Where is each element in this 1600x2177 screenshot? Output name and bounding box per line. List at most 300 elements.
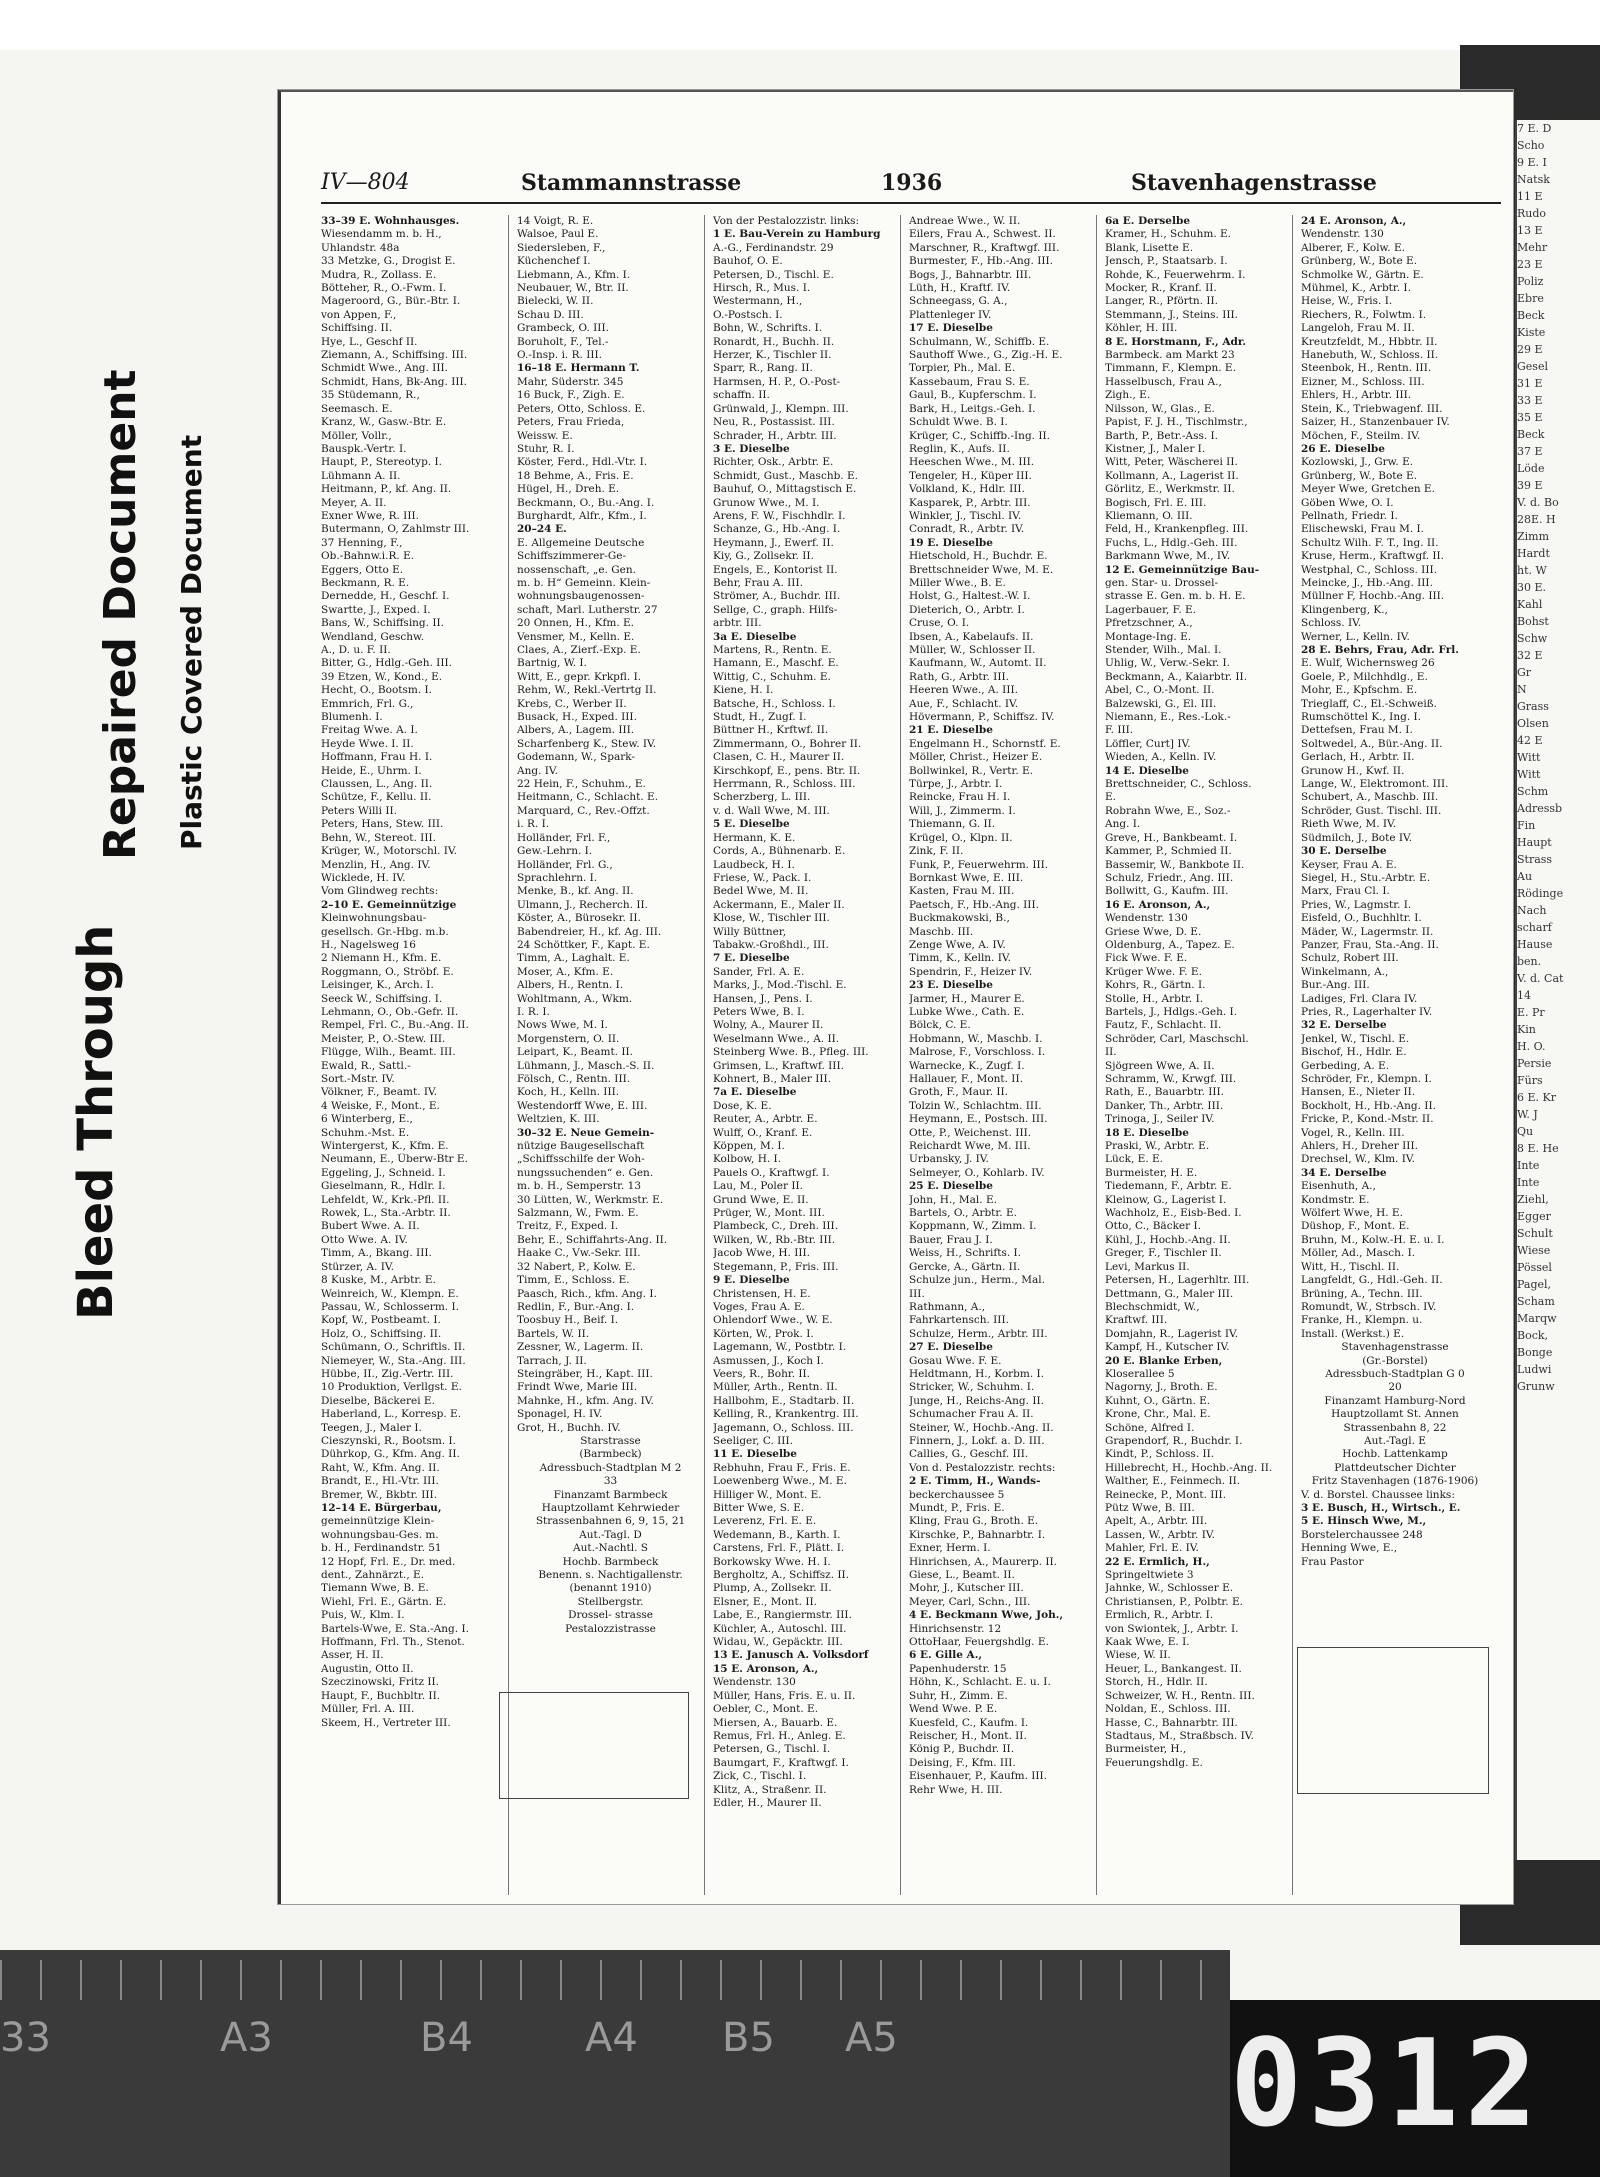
directory-entry: Kasparek, P., Arbtr. III. (909, 496, 1031, 509)
edge-entry: Marqw (1517, 1312, 1557, 1325)
directory-entry: Schanze, G., Hb.-Ang. I. (713, 523, 841, 536)
directory-entry: Warnecke, K., Zugf. I. (909, 1059, 1025, 1072)
directory-entry: Wedemann, B., Karth. I. (713, 1528, 841, 1541)
edge-entry: Kahl (1517, 598, 1543, 611)
directory-page (278, 90, 1513, 1904)
directory-entry: 4 E. Beckmann Wwe, Joh., (909, 1609, 1064, 1622)
directory-entry: Ob.-Bahnw.i.R. E. (321, 550, 415, 563)
directory-entry: Timm, A., Bkang. III. (321, 1247, 432, 1260)
directory-entry: Adressbuch-Stadtplan G 0 (1325, 1367, 1465, 1380)
directory-entry: Hobmann, W., Maschb. I. (909, 1032, 1043, 1045)
directory-entry: Edler, H., Maurer II. (713, 1796, 822, 1809)
directory-entry: Schulmann, W., Schiffb. E. (909, 335, 1050, 348)
directory-entry: Hallauer, F., Mont. II. (909, 1073, 1023, 1085)
directory-entry: Friese, W., Pack. I. (713, 871, 812, 884)
directory-entry: Leipart, K., Beamt. II. (517, 1046, 633, 1059)
directory-entry: Pellnath, Friedr. I. (1301, 509, 1398, 522)
edge-entry: Schult (1517, 1227, 1553, 1240)
directory-entry: Stegemann, P., Fris. III. (713, 1260, 839, 1273)
directory-entry: Stadtaus, M., Straßbsch. IV. (1105, 1729, 1254, 1742)
directory-entry: Elsner, E., Mont. II. (713, 1595, 817, 1608)
directory-entry: Strömer, A., Buchdr. III. (713, 590, 841, 603)
directory-entry: Wittig, C., Schuhm. E. (713, 670, 831, 683)
directory-entry: Heeschen Wwe., M. III. (909, 456, 1035, 469)
directory-entry: Görlitz, E., Werkmstr. II. (1105, 483, 1235, 496)
directory-entry: Timm, E., Schloss. E. (517, 1274, 630, 1287)
directory-entry: 24 E. Aronson, A., (1301, 215, 1407, 227)
directory-entry: Westendorff Wwe, E. III. (517, 1099, 648, 1112)
edge-entry: W. J (1517, 1108, 1538, 1121)
directory-entry: Schmidt, Hans, Bk-Ang. III. (321, 375, 467, 388)
directory-entry: 5 E. Dieselbe (713, 818, 790, 831)
repaired-document-label: Repaired Document (95, 369, 146, 860)
directory-entry: Praski, W., Arbtr. E. (1105, 1140, 1210, 1153)
directory-entry: Greger, F., Tischler II. (1105, 1247, 1222, 1260)
directory-entry: Nilsson, W., Glas., E. (1105, 402, 1215, 415)
directory-entry: OttoHaar, Feuergshdlg. E. (909, 1636, 1049, 1649)
directory-entry: Gew.-Lehrn. I. (517, 845, 593, 858)
directory-entry: Goele, P., Milchhdlg., E. (1301, 670, 1428, 683)
directory-entry: Hillebrecht, H., Hochb.-Ang. II. (1105, 1461, 1273, 1474)
directory-entry: Hasse, C., Bahnarbtr. III. (1105, 1716, 1238, 1729)
directory-entry: Mocker, R., Kranf. II. (1105, 282, 1217, 295)
directory-entry: Hilliger W., Mont. E. (713, 1488, 822, 1501)
directory-entry: Thiemann, G. II. (909, 818, 996, 831)
directory-entry: Möller, Christ., Heizer E. (909, 751, 1043, 764)
directory-entry: Kuesfeld, C., Kaufm. I. (909, 1716, 1029, 1729)
directory-entry: Blumenh. I. (321, 711, 383, 724)
directory-entry: Weselmann Wwe., A. II. (713, 1032, 840, 1045)
column-1 (319, 215, 509, 1895)
directory-entry: Toosbuy H., Beif. I. (517, 1314, 619, 1327)
edge-entry: Haupt (1517, 836, 1552, 849)
directory-entry: Albers, A., Lagem. III. (517, 724, 635, 737)
directory-entry: Borstelerchaussee 248 (1301, 1528, 1423, 1541)
directory-entry: Swartte, J., Exped. I. (321, 603, 431, 616)
directory-entry: Exner Wwe, R. III. (321, 509, 419, 522)
ruler-label: B4 (420, 2015, 473, 2061)
header-left-street: Stammannstrasse (521, 170, 742, 196)
directory-entry: 14 E. Dieselbe (1105, 764, 1189, 777)
directory-entry: 3a E. Dieselbe (713, 630, 797, 643)
directory-entry: Paasch, Rich., kfm. Ang. I. (517, 1287, 657, 1300)
directory-entry: Ehlers, H., Arbtr. III. (1301, 389, 1412, 402)
directory-entry: Wieden, A., Kelln. IV. (1105, 751, 1217, 764)
directory-entry: 10 Produktion, Verllgst. E. (321, 1381, 462, 1394)
directory-entry: Install. (Werkst.) E. (1301, 1327, 1405, 1340)
directory-entry: Ewald, R., Sattl.- (321, 1059, 411, 1072)
directory-entry: Eilers, Frau A., Schwest. II. (909, 228, 1056, 241)
directory-entry: Ronardt, H., Buchh. II. (713, 335, 835, 348)
directory-entry: Bölck, C. E. (909, 1019, 971, 1032)
directory-entry: Schulz, Friedr., Ang. III. (1105, 871, 1234, 884)
directory-entry: Heise, W., Fris. I. (1301, 295, 1393, 308)
edge-entry: Egger (1517, 1210, 1551, 1223)
directory-entry: Neumann, E., Überw-Btr E. (321, 1153, 468, 1166)
directory-entry: Westphal, C., Schloss. III. (1301, 563, 1437, 576)
directory-entry: Grünberg, W., Bote E. (1301, 255, 1418, 268)
directory-entry: Timmann, F., Klempn. E. (1105, 362, 1236, 375)
directory-entry: Rempel, Frl. C., Bu.-Ang. II. (321, 1019, 469, 1032)
directory-entry: Plattdeutscher Dichter (1334, 1461, 1456, 1474)
directory-entry: Starstrasse (580, 1434, 641, 1447)
directory-entry: Redlin, F., Bur.-Ang. I. (517, 1300, 635, 1313)
directory-entry: Schümann, O., Schriftls. II. (321, 1341, 466, 1354)
directory-entry: Rath, G., Arbtr. III. (909, 670, 1009, 683)
directory-entry: 6a E. Derselbe (1105, 215, 1190, 227)
directory-entry: Bischof, H., Hdlr. E. (1301, 1046, 1407, 1059)
directory-entry: Grambeck, O. III. (517, 322, 609, 335)
directory-entry: m. b. H., Semperstr. 13 (517, 1180, 642, 1193)
directory-entry: Pauels O., Kraftwgf. I. (713, 1166, 830, 1179)
directory-entry: Düshop, F., Mont. E. (1301, 1220, 1410, 1233)
directory-entry: Gerlach, H., Arbtr. II. (1301, 751, 1415, 764)
edge-entry: Pagel, (1517, 1278, 1552, 1291)
directory-entry: Godemann, W., Spark- (517, 751, 635, 764)
directory-entry: Köhler, H. III. (1105, 322, 1178, 335)
directory-entry: Veers, R., Bohr. II. (713, 1367, 811, 1380)
edge-entry: E. Pr (1517, 1006, 1545, 1019)
directory-entry: (benannt 1910) (569, 1582, 652, 1595)
directory-entry: Stürzer, A. IV. (321, 1260, 394, 1273)
directory-entry: Junge, H., Reichs-Ang. II. (909, 1394, 1044, 1407)
directory-entry: Schultz Wilh. F. T., Ing. II. (1301, 536, 1439, 549)
directory-entry: Teegen, J., Maler I. (321, 1421, 422, 1434)
edge-entry: 37 E (1517, 445, 1543, 458)
directory-entry: Ermlich, R., Arbtr. I. (1105, 1609, 1214, 1622)
edge-entry: Rödinge (1517, 887, 1564, 900)
directory-entry: von Appen, F., (321, 308, 397, 321)
directory-entry: Weiss, H., Schrifts. I. (909, 1247, 1021, 1260)
directory-entry: Deising, F., Kfm. III. (909, 1756, 1016, 1769)
edge-entry: H. O. (1517, 1040, 1546, 1053)
directory-entry: Domjahn, R., Lagerist IV. (1105, 1327, 1239, 1340)
directory-entry: 24 Schöttker, F., Kapt. E. (517, 938, 650, 951)
directory-entry: Maschb. III. (909, 925, 974, 938)
directory-entry: Bauhof, O. E. (713, 255, 783, 268)
directory-entry: Meister, P., O.-Stew. III. (321, 1032, 446, 1045)
directory-entry: Feld, H., Krankenpfleg. III. (1105, 523, 1249, 536)
directory-entry: Kiene, H. I. (713, 684, 774, 697)
directory-entry: Werner, L., Kelln. IV. (1301, 630, 1410, 643)
directory-entry: Brandt, E., Hl.-Vtr. III. (321, 1475, 439, 1488)
directory-entry: Schloss. IV. (1301, 617, 1362, 630)
directory-entry: Widau, W., Gepäcktr. III. (713, 1636, 843, 1649)
directory-entry: Schrader, H., Arbtr. III. (713, 429, 837, 442)
directory-entry: Holländer, Frl. F., (517, 831, 611, 844)
directory-entry: Mahler, Frl. E. IV. (1105, 1542, 1199, 1555)
directory-entry: Petersen, H., Lagerhltr. III. (1105, 1274, 1250, 1287)
directory-entry: Schweizer, W. H., Rentn. III. (1105, 1689, 1255, 1702)
directory-entry: 3 E. Busch, H., Wirtsch., E. (1301, 1502, 1461, 1514)
directory-entry: Lagerbauer, F. E. (1105, 603, 1197, 616)
directory-entry: Haberland, L., Korresp. E. (321, 1408, 462, 1421)
directory-entry: Jagemann, O., Schloss. III. (713, 1421, 854, 1434)
directory-entry: Völkner, F., Beamt. IV. (321, 1086, 438, 1099)
directory-entry: Butermann, O, Zahlmstr III. (321, 523, 470, 536)
directory-entry: Pütz Wwe, B. III. (1105, 1502, 1195, 1514)
directory-entry: Hamann, E., Maschf. E. (713, 657, 839, 670)
directory-entry: b. H., Ferdinandstr. 51 (321, 1542, 442, 1555)
directory-entry: Bark, H., Leitgs.-Geh. I. (909, 402, 1036, 415)
directory-entry: Soltwedel, A., Bür.-Ang. II. (1301, 737, 1443, 750)
directory-entry: Bauer, Frau J. I. (909, 1233, 993, 1246)
edge-entry: Nach (1517, 904, 1547, 917)
directory-entry: Levi, Markus II. (1105, 1260, 1190, 1273)
edge-entry: Beck (1517, 309, 1545, 322)
directory-entry: Schau D. III. (517, 308, 584, 321)
directory-entry: Schuldt Wwe. B. I. (909, 416, 1008, 429)
directory-entry: 20 Onnen, H., Kfm. E. (517, 617, 635, 630)
directory-entry: Fölsch, C., Rentn. III. (517, 1073, 631, 1085)
directory-entry: 25 E. Dieselbe (909, 1180, 993, 1193)
directory-entry: Frau Pastor (1301, 1555, 1364, 1568)
directory-entry: beckerchaussee 5 (909, 1488, 1005, 1501)
directory-entry: Dettmann, G., Maler III. (1105, 1287, 1234, 1300)
edge-entry: Adressb (1517, 802, 1563, 815)
directory-entry: Haupt, P., Stereotyp. I. (321, 456, 442, 469)
directory-entry: 20 (1388, 1381, 1402, 1394)
directory-entry: Augustin, Otto II. (321, 1662, 414, 1675)
directory-entry: Brettschneider, C., Schloss. (1105, 778, 1252, 791)
directory-entry: Benenn. s. Nachtigallenstr. (538, 1569, 683, 1582)
directory-entry: Puis, W., Klm. I. (321, 1609, 405, 1622)
directory-entry: Herrmann, R., Schloss. III. (713, 778, 856, 791)
directory-entry: Jacob Wwe, H. III. (713, 1247, 811, 1260)
directory-entry: Küchenchef I. (517, 255, 591, 268)
directory-entry: 9 E. Dieselbe (713, 1274, 790, 1287)
directory-entry: Will, J., Zimmerm. I. (909, 804, 1016, 817)
directory-entry: Peters, Otto, Schloss. E. (517, 402, 646, 415)
directory-entry: Kohrs, R., Gärtn. I. (1105, 979, 1206, 992)
edge-entry: Grunw (1517, 1380, 1555, 1393)
column-3 (711, 215, 901, 1895)
directory-entry: Engels, E., Kontorist II. (713, 563, 838, 576)
directory-entry: Hauptzollamt St. Annen (1331, 1408, 1459, 1421)
directory-entry: Kliemann, O. III. (1105, 509, 1193, 522)
column-5 (1103, 215, 1293, 1895)
directory-entry: Lühmann A. II. (321, 469, 401, 482)
directory-entry: Sponagel, H. IV. (517, 1408, 603, 1421)
directory-entry: Rebhuhn, Frau F., Fris. E. (713, 1461, 851, 1474)
directory-entry: Höhn, K., Schlacht. E. u. I. (909, 1676, 1051, 1689)
directory-entry: Keyser, Frau A. E. (1301, 858, 1397, 871)
directory-entry: Schröder, Fr., Klempn. I. (1301, 1073, 1432, 1085)
edge-entry: Strass (1517, 853, 1553, 866)
directory-entry: 2–10 E. Gemeinnützige (321, 898, 457, 911)
directory-entry: Schramm, W., Krwgf. III. (1105, 1073, 1237, 1085)
directory-entry: Steingräber, H., Kapt. III. (517, 1367, 653, 1380)
directory-entry: 37 Henning, F., (321, 536, 403, 549)
directory-entry: Papenhuderstr. 15 (909, 1662, 1007, 1675)
directory-entry: Hauptzollamt Kehrwieder (541, 1502, 680, 1514)
directory-entry: Zink, F. II. (909, 845, 964, 858)
directory-entry: Aut.-Tagl. E (1364, 1434, 1426, 1447)
edge-entry: Au (1517, 870, 1533, 883)
directory-entry: 23 E. Dieselbe (909, 979, 993, 992)
directory-entry: Hanebuth, W., Schloss. II. (1301, 349, 1439, 362)
directory-entry: Weltzien, K. III. (517, 1113, 600, 1126)
directory-entry: Noldan, E., Schloss. III. (1105, 1703, 1231, 1716)
directory-entry: Heldtmann, H., Korbm. I. (909, 1367, 1044, 1380)
directory-entry: Lühmann, J., Masch.-S. II. (517, 1059, 655, 1072)
directory-entry: Kassebaum, Frau S. E. (909, 375, 1030, 388)
directory-entry: Hansen, J., Pens. I. (713, 992, 813, 1005)
directory-entry: Vensmer, M., Kelln. E. (517, 630, 635, 643)
directory-entry: Buckmakowski, B., (909, 912, 1010, 925)
directory-entry: Wiehl, Frl. E., Gärtn. E. (321, 1595, 447, 1608)
directory-entry: Küchler, A., Autoschl. III. (713, 1622, 847, 1635)
directory-entry: Mohr, E., Kpfschm. E. (1301, 684, 1418, 697)
directory-entry: Franke, H., Klempn. u. (1301, 1314, 1423, 1327)
edge-entry: Ludwi (1517, 1363, 1552, 1376)
directory-entry: Hirsch, R., Mus. I. (713, 282, 811, 295)
directory-entry: Engelmann H., Schornstf. E. (909, 737, 1061, 750)
directory-entry: Löffler, Curt] IV. (1105, 737, 1191, 750)
directory-entry: Dernedde, H., Geschf. I. (321, 590, 450, 603)
directory-entry: Vogel, R., Kelln. III. (1301, 1126, 1405, 1139)
directory-entry: Conradt, R., Arbtr. IV. (909, 523, 1025, 536)
directory-entry: Wulff, O., Kranf. E. (713, 1126, 813, 1139)
directory-entry: Bauhuf, O., Mittagstisch E. (713, 483, 857, 496)
directory-entry: Kruse, Herm., Kraftwgf. II. (1301, 550, 1445, 563)
directory-entry: Bötteher, R., O.-Fwm. I. (321, 282, 447, 295)
directory-entry: dent., Zahnärzt., E. (321, 1569, 425, 1582)
directory-entry: Tarrach, J. II. (517, 1354, 587, 1367)
directory-entry: Krone, Chr., Mal. E. (1105, 1408, 1211, 1421)
directory-entry: Heyde Wwe. I. II. (321, 737, 414, 750)
header-year: 1936 (881, 170, 943, 196)
directory-entry: Mühmel, K., Arbtr. I. (1301, 282, 1411, 295)
directory-entry: Miersen, A., Bauarb. E. (713, 1716, 838, 1729)
directory-entry: Carstens, Frl. F., Plätt. I. (713, 1542, 845, 1555)
directory-entry: O.-Insp. i. R. III. (517, 349, 602, 362)
directory-entry: Reinecke, P., Mont. III. (1105, 1488, 1227, 1501)
edge-entry: Bonge (1517, 1346, 1553, 1359)
directory-entry: arbtr. III. (713, 617, 762, 630)
directory-entry: Seeck W., Schiffsing. I. (321, 992, 443, 1005)
directory-entry: Pries, R., Lagerhalter IV. (1301, 1005, 1433, 1018)
edge-entry: 29 E (1517, 343, 1543, 356)
directory-entry: Walsoe, Paul E. (517, 228, 599, 241)
directory-entry: Claes, A., Zierf.-Exp. E. (517, 644, 641, 656)
directory-entry: Langer, R., Pförtn. II. (1105, 295, 1218, 308)
directory-entry: Steenbok, H., Rentn. III. (1301, 362, 1432, 375)
directory-entry: 1 E. Bau-Verein zu Hamburg (713, 228, 881, 241)
edge-entry: Bock, (1517, 1329, 1549, 1342)
directory-entry: 20 E. Blanke Erben, (1105, 1354, 1223, 1367)
directory-entry: Schubert, A., Maschb. III. (1301, 791, 1439, 804)
directory-entry: Kampf, H., Kutscher IV. (1105, 1341, 1230, 1354)
directory-entry: Heitmann, P., kf. Ang. II. (321, 483, 452, 496)
directory-entry: Schiffsing. II. (321, 322, 393, 335)
directory-entry: 5 E. Hinsch Wwe, M., (1301, 1515, 1427, 1528)
directory-entry: Witt, Peter, Wäscherei II. (1105, 456, 1238, 469)
directory-entry: Exner, Herm. I. (909, 1542, 991, 1555)
directory-entry: Zessner, W., Lagerm. II. (517, 1341, 644, 1354)
directory-entry: Emmrich, Frl. G., (321, 697, 414, 710)
directory-entry: 30–32 E. Neue Gemein- (517, 1126, 655, 1139)
directory-entry: Behn, W., Stereot. III. (321, 831, 436, 844)
directory-entry: Gaul, B., Kupferschm. I. (909, 389, 1037, 402)
directory-entry: Weissw. E. (517, 429, 573, 442)
directory-entry: Wendland, Geschw. (321, 630, 425, 643)
stavenhagenstrasse-street-map (1297, 1647, 1489, 1794)
edge-entry: Schm (1517, 785, 1549, 798)
directory-entry: Bornkast Wwe, E. III. (909, 871, 1024, 884)
directory-entry: Koppmann, W., Zimm. I. (909, 1220, 1037, 1233)
directory-entry: II. (1105, 1046, 1117, 1059)
directory-entry: Loewenberg Wwe., M. E. (713, 1475, 847, 1488)
directory-entry: Hye, L., Geschf II. (321, 335, 418, 348)
directory-entry: Schulz, Robert III. (1301, 952, 1399, 965)
directory-entry: Montage-Ing. E. (1105, 630, 1192, 643)
directory-entry: Robrahn Wwe, E., Soz.- (1105, 804, 1231, 817)
directory-entry: Marks, J., Mod.-Tischl. E. (713, 979, 847, 992)
directory-entry: strasse E. Gen. m. b. H. E. (1105, 590, 1246, 603)
directory-entry: 12 E. Gemeinnützige Bau- (1105, 563, 1260, 576)
directory-entry: Dührkop, G., Kfm. Ang. II. (321, 1448, 460, 1461)
directory-entry: Barth, P., Betr.-Ass. I. (1105, 429, 1219, 442)
directory-entry: Mundt, P., Fris. E. (909, 1502, 1005, 1514)
directory-entry: Fahrkartensch. III. (909, 1314, 1009, 1327)
edge-entry: 9 E. I (1517, 156, 1547, 169)
directory-entry: Kuhnt, O., Gärtn. E. (1105, 1394, 1211, 1407)
directory-entry: 16 Buck, F., Zigh. E. (517, 389, 625, 402)
ruler-label: 33 (0, 2015, 51, 2061)
directory-entry: A.-G., Ferdinandstr. 29 (713, 241, 834, 254)
edge-entry: Fürs (1517, 1074, 1543, 1087)
directory-entry: Rowek, L., Sta.-Arbtr. II. (321, 1207, 451, 1220)
directory-entry: Bergholtz, A., Schiffsz. II. (713, 1569, 850, 1582)
directory-entry: 15 E. Aronson, A., (713, 1662, 819, 1675)
directory-entry: Walther, E., Feinmech. II. (1105, 1475, 1241, 1488)
directory-entry: Reichardt Wwe, M. III. (909, 1140, 1031, 1153)
directory-entry: E. Wulf, Wichernsweg 26 (1301, 657, 1435, 670)
directory-entry: Schöne, Alfred I. (1105, 1421, 1195, 1434)
directory-entry: Sjögreen Wwe, A. II. (1105, 1059, 1215, 1072)
edge-entry: scharf (1517, 921, 1552, 934)
directory-entry: Mudra, R., Zollass. E. (321, 268, 437, 281)
directory-entry: Grunow H., Kwf. II. (1301, 764, 1405, 777)
directory-entry: 12 Hopf, Frl. E., Dr. med. (321, 1555, 456, 1568)
directory-entry: Alberer, F., Kolw. E. (1301, 241, 1405, 254)
directory-entry: Volkland, K., Hdlr. III. (909, 483, 1025, 496)
directory-entry: 30 Lütten, W., Werkmstr. E. (517, 1193, 664, 1206)
directory-entry: Borkowsky Wwe. H. I. (713, 1555, 831, 1568)
directory-entry: Schulze jun., Herm., Mal. (909, 1274, 1045, 1287)
directory-entry: Plambeck, C., Dreh. III. (713, 1220, 839, 1233)
directory-entry: Rehr Wwe, H. III. (909, 1783, 1003, 1796)
directory-entry: Asmussen, J., Koch I. (713, 1354, 824, 1367)
directory-entry: 22 Hein, F., Schuhm., E. (517, 778, 646, 791)
directory-entry: Voges, Frau A. E. (713, 1300, 805, 1313)
directory-entry: Bartels, J., Hdlgs.-Geh. I. (1105, 1005, 1238, 1018)
directory-entry: Drechsel, W., Klm. IV. (1301, 1153, 1415, 1166)
directory-entry: Jahnke, W., Schlosser E. (1105, 1582, 1234, 1595)
directory-entry: Lüth, H., Kraftf. IV. (909, 282, 1011, 295)
directory-entry: 20–24 E. (517, 523, 567, 536)
directory-entry: Feuerungshdlg. E. (1105, 1756, 1203, 1769)
directory-entry: Papist, F. J. H., Tischlmstr., (1105, 416, 1248, 429)
directory-entry: Drossel- strasse (568, 1609, 653, 1622)
directory-entry: Pries, W., Lagmstr. I. (1301, 898, 1412, 911)
directory-entry: Pestalozzistrasse (565, 1622, 656, 1635)
directory-entry: Hinrichsenstr. 12 (909, 1622, 1002, 1635)
directory-entry: Hietschold, H., Buchdr. E. (909, 550, 1048, 563)
directory-entry: Ulmann, J., Recherch. II. (517, 898, 648, 911)
directory-entry: E. Allgemeine Deutsche (517, 536, 645, 549)
